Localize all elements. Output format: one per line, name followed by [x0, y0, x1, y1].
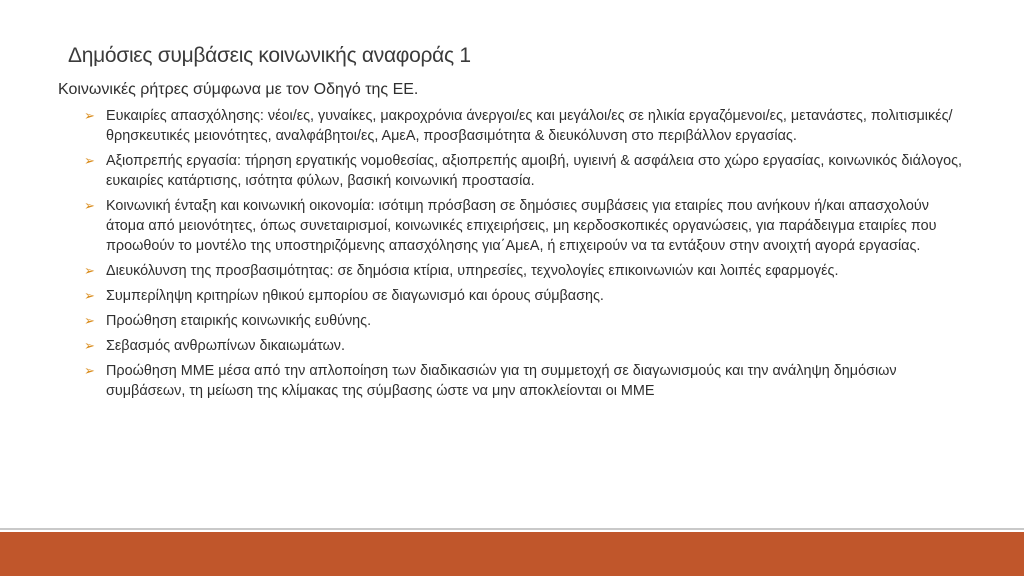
arrow-bullet-icon: ➢	[84, 108, 95, 123]
bullet-item	[84, 261, 964, 281]
slide-title: Δημόσιες συμβάσεις κοινωνικής αναφοράς 1	[68, 44, 471, 67]
footer-divider	[0, 528, 1024, 530]
bullet-text: Συμπερίληψη κριτηρίων ηθικού εμπορίου σε διαγωνισμό και όρους σύμβασης.	[106, 288, 604, 304]
arrow-bullet-icon: ➢	[84, 153, 95, 168]
arrow-bullet-icon: ➢	[84, 288, 95, 303]
bullet-text: Αξιοπρεπής εργασία: τήρηση εργατικής νομοθεσίας, αξιοπρεπής αμοιβή, υγιεινή & ασφάλεια στο χώρο εργασίας, κοινωνικός διάλογος, ευκαιρίες κατάρτισης, ισότητα φύλων, βασική κοινωνική προστασία.	[106, 153, 963, 189]
arrow-bullet-icon: ➢	[84, 363, 95, 378]
arrow-bullet-icon: ➢	[84, 338, 95, 353]
bullet-text: Σεβασμός ανθρωπίνων δικαιωμάτων.	[106, 338, 346, 354]
bullet-text: Προώθηση εταιρικής κοινωνικής ευθύνης.	[106, 313, 372, 329]
bullet-text: Διευκόλυνση της προσβασιμότητας: σε δημόσια κτίρια, υπηρεσίες, τεχνολογίες επικοινωνιών και λοιπές εφαρμογές.	[106, 263, 839, 279]
bullet-item	[84, 151, 964, 191]
arrow-bullet-icon: ➢	[84, 263, 95, 278]
arrow-bullet-icon: ➢	[84, 313, 95, 328]
bullet-text: Κοινωνική ένταξη και κοινωνική οικονομία: ισότιμη πρόσβαση σε δημόσιες συμβάσεις για εταιρίες που ανήκουν ή/και απασχολούν άτομα από μειονότητες, όπως συνεταιρισμοί, κοινωνικές επιχειρήσεις, μη κερδοσκοπικές οργανώσεις, για παράδειγμα εταιρίες που προωθούν το μοντέλο της υποστηριζόμενης απασχόλησης για΄ΑμεΑ, ή επιχειρούν να τα εντάξουν στην ανοιχτή αγορά εργασίας.	[106, 198, 937, 254]
bullet-item	[84, 106, 964, 146]
bullet-list	[84, 106, 964, 406]
bullet-item	[84, 286, 964, 306]
bullet-item	[84, 196, 964, 256]
bullet-item	[84, 311, 964, 331]
slide-subtitle: Κοινωνικές ρήτρες σύμφωνα με τον Οδηγό της ΕΕ.	[58, 81, 419, 98]
footer-bar	[0, 532, 1024, 576]
arrow-bullet-icon: ➢	[84, 198, 95, 213]
bullet-item	[84, 336, 964, 356]
bullet-text: Προώθηση ΜΜΕ μέσα από την απλοποίηση των διαδικασιών για τη συμμετοχή σε διαγωνισμούς και την ανάληψη δημόσιων συμβάσεων, τη μείωση της κλίμακας της σύμβασης ώστε να μην αποκλείονται οι ΜΜΕ	[106, 363, 897, 399]
bullet-item	[84, 361, 964, 401]
bullet-text: Ευκαιρίες απασχόλησης: νέοι/ες, γυναίκες, μακροχρόνια άνεργοι/ες και μεγάλοι/ες σε ηλικία εργαζόμενοι/ες, μετανάστες, πολιτισμικές/θρησκευτικές μειονότητες, αναλφάβητοι/ες, ΑμεΑ, προσβασιμότητα & διευκόλυνση στο περιβάλλον εργασίας.	[106, 108, 953, 144]
